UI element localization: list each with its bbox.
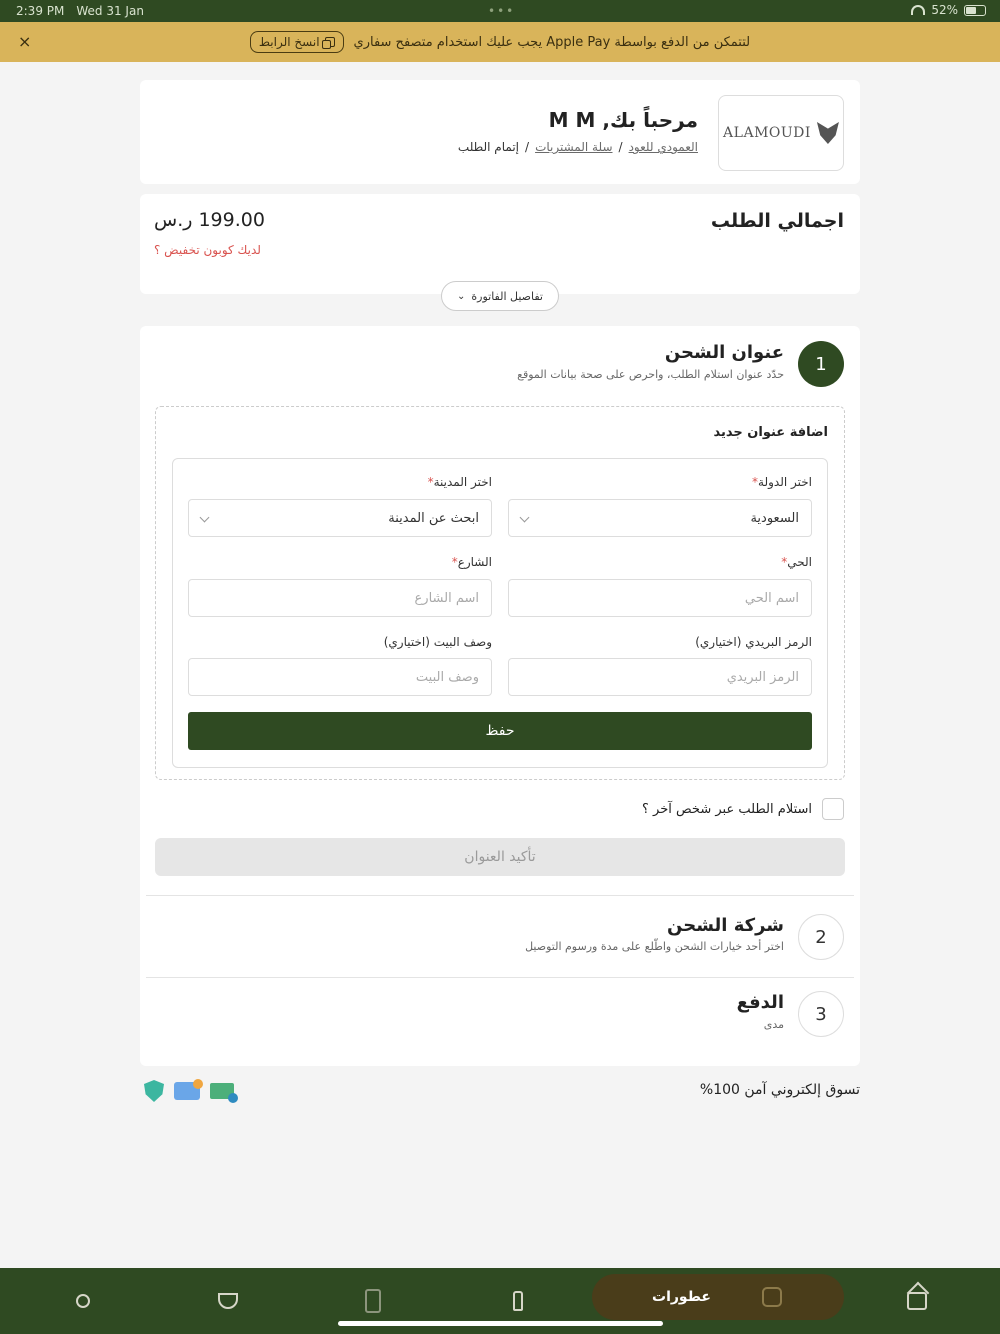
district-label-text: الحي [787,555,812,569]
store-logo[interactable] [718,95,844,171]
secure-shopping-row [140,1080,860,1104]
address-form [172,458,828,768]
breadcrumb-separator: / [618,140,623,154]
secure-card-icon [174,1082,200,1100]
nav-incense[interactable] [213,1286,243,1316]
house-label: وصف البيت (اختياري) [383,635,492,649]
breadcrumb-home-link[interactable]: العمودي للعود [628,140,698,154]
confirm-address-button[interactable]: تأكيد العنوان [155,838,845,876]
district-label [778,555,812,569]
breadcrumb [458,140,698,154]
chevron-down-icon: ⌄ [457,290,466,302]
nav-home[interactable] [902,1286,932,1316]
logo-emblem-icon [817,122,839,144]
nav-oud-oil[interactable] [358,1286,388,1316]
step-title-payment[interactable]: الدفع [736,992,784,1013]
postal-label: الرمز البريدي (اختياري) [695,635,812,649]
multitask-dots: ••• [488,4,516,18]
other-person-label: استلام الطلب عبر شخص آخر ؟ [642,801,812,817]
breadcrumb-separator: / [525,140,530,154]
breadcrumb-current: إتمام الطلب [457,140,520,154]
country-label-text: اختر الدولة [758,475,812,489]
new-address-title: اضافة عنوان جديد [713,425,828,440]
wifi-icon [911,5,925,15]
nav-account[interactable] [68,1286,98,1316]
oud-oil-icon [365,1289,381,1313]
divider [146,895,854,896]
status-right [911,3,986,17]
other-person-checkbox[interactable] [822,798,844,820]
cash-payment-icon [210,1083,234,1099]
house-input[interactable]: وصف البيت [188,658,492,696]
security-badges [144,1080,234,1102]
shield-icon [144,1080,164,1102]
other-person-option[interactable] [642,798,844,820]
status-date: Wed 31 Jan [76,4,144,18]
copy-link-label: انسخ الرابط [258,35,320,49]
step-number-2[interactable]: 2 [798,914,844,960]
street-label-text: الشارع [457,555,492,569]
required-mark: * [781,555,788,569]
status-time: 2:39 PM [16,4,65,18]
city-placeholder: ابحث عن المدينة [388,510,479,526]
battery-icon [964,5,986,16]
district-input[interactable]: اسم الحي [508,579,812,617]
new-address-section [155,406,845,780]
checkout-steps-card [140,326,860,1066]
copy-link-button[interactable] [250,31,344,53]
street-input[interactable]: اسم الشارع [188,579,492,617]
invoice-details-button[interactable] [441,281,559,311]
chevron-down-icon [520,513,530,523]
step-subtitle-shipping-address: حدّد عنوان استلام الطلب، واحرص على صحة بيانات الموقع [517,368,784,381]
street-label [449,555,492,569]
nav-bottles[interactable] [503,1286,533,1316]
country-value: السعودية [750,510,799,526]
coupon-link[interactable]: لديك كوبون تخفيض ؟ [154,243,261,257]
nav-perfumes-label: عطورات [652,1289,711,1305]
divider [146,977,854,978]
welcome-title: مرحباً بك, M M [548,108,698,132]
required-mark: * [427,475,434,489]
chevron-down-icon [200,513,210,523]
step-subtitle-payment: مدى [763,1018,784,1031]
postal-input[interactable]: الرمز البريدي [508,658,812,696]
country-select[interactable] [508,499,812,537]
step-number-1: 1 [798,341,844,387]
battery-percent: 52% [931,3,958,17]
logo-text: ALAMOUDI [723,125,811,141]
order-total-label: اجمالي الطلب [710,210,844,232]
city-label [425,475,492,489]
invoice-details-label: تفاصيل الفاتورة [471,289,543,303]
breadcrumb-cart-link[interactable]: سلة المشتريات [535,140,613,154]
copy-icon [325,37,335,47]
country-label [749,475,812,489]
banner-message: لتتمكن من الدفع بواسطة Apple Pay يجب عليك استخدام متصفح سفاري [353,34,751,50]
order-total-card [140,194,860,294]
save-button[interactable]: حفظ [188,712,812,750]
required-mark: * [451,555,458,569]
apple-pay-banner [0,22,1000,62]
step-number-3[interactable]: 3 [798,991,844,1037]
step-subtitle-shipping-company: اختر أحد خيارات الشحن واطّلع على مدة ورسوم التوصيل [525,940,784,953]
order-total-amount: 199.00 ر.س [154,209,265,231]
step-title-shipping-address: عنوان الشحن [664,342,784,363]
nav-perfumes[interactable] [592,1274,844,1320]
user-icon [76,1294,90,1308]
close-icon[interactable]: × [18,32,32,51]
city-label-text: اختر المدينة [433,475,492,489]
status-bar [0,0,1000,22]
home-icon [907,1292,927,1310]
header-card [140,80,860,184]
perfume-bottle-icon [513,1291,523,1311]
step-title-shipping-company[interactable]: شركة الشحن [667,915,784,936]
home-indicator [338,1321,663,1326]
required-mark: * [752,475,759,489]
incense-burner-icon [218,1293,238,1309]
city-select[interactable] [188,499,492,537]
secure-shopping-text: تسوق إلكتروني آمن 100% [699,1082,860,1098]
perfume-icon [762,1287,782,1307]
